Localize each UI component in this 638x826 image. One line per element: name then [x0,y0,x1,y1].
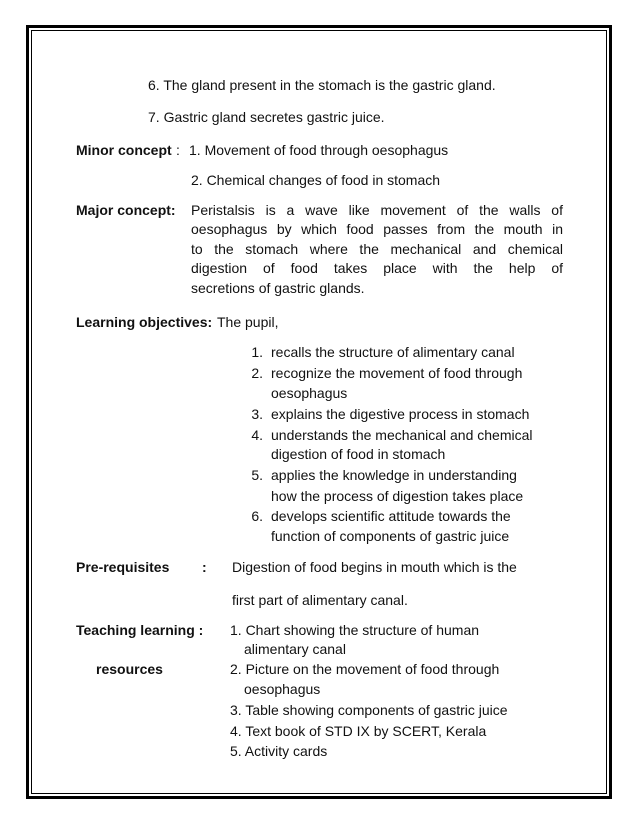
major-concept-line: to the stomach where the mechanical and chemical [191,240,563,257]
resource-item: 5. Activity cards [230,743,328,759]
objective-text: recognize the movement of food through [271,365,523,381]
resource-item: alimentary canal [244,641,346,657]
objective-number: 1. [251,344,263,360]
major-concept-line: Peristalsis is a wave like movement of the walls of [191,202,563,218]
minor-concept-label: Minor concept [76,142,172,158]
objective-text: develops scientific attitude towards the [271,508,511,524]
objective-text: how the process of digestion takes place [271,488,524,504]
objective-text: explains the digestive process in stomach [271,406,530,422]
major-concept-text [191,201,563,298]
objective-number: 2. [251,365,263,381]
major-concept-line: secretions of gastric glands. [191,279,365,296]
learning-objectives-label: Learning objectives: [76,314,213,330]
minor-concept-item-1: 1. Movement of food through oesophagus [189,142,449,158]
resource-item: 2. Picture on the movement of food through [230,661,500,677]
objective-number: 4. [251,427,263,443]
resource-item: 3. Table showing components of gastric juice [230,702,508,718]
fact-6: 6. The gland present in the stomach is the gastric gland. [148,77,496,93]
major-concept-line: digestion of food takes place with the help of [191,260,563,277]
prerequisites-colon: : [202,559,207,575]
resource-item: 1. Chart showing the structure of human [230,622,480,638]
objective-text: understands the mechanical and chemical [271,427,533,443]
objective-number: 5. [251,467,263,483]
major-concept-line: oesophagus by which food passes from the mouth in [191,221,563,238]
objective-number: 3. [251,406,263,422]
prerequisites-label: Pre-requisites [76,559,170,575]
major-concept-label: Major concept: [76,202,176,218]
resource-item: oesophagus [244,681,321,697]
minor-concept-item-2: 2. Chemical changes of food in stomach [191,172,441,188]
prerequisites-text: first part of alimentary canal. [232,592,408,608]
fact-7: 7. Gastric gland secretes gastric juice. [148,109,385,125]
teaching-resources-label: Teaching learning : [76,622,204,638]
objective-text: digestion of food in stomach [271,446,446,462]
learning-objectives-intro: The pupil, [217,314,279,330]
minor-concept-colon: : [176,142,180,158]
teaching-resources-label-2: resources [96,661,163,677]
objective-text: function of components of gastric juice [271,528,510,544]
prerequisites-text: Digestion of food begins in mouth which is the [232,559,517,575]
objective-text: recalls the structure of alimentary canal [271,344,515,360]
objective-text: oesophagus [271,385,348,401]
resource-item: 4. Text book of STD IX by SCERT, Kerala [230,723,487,739]
objective-text: applies the knowledge in understanding [271,467,517,483]
objective-number: 6. [251,508,263,524]
